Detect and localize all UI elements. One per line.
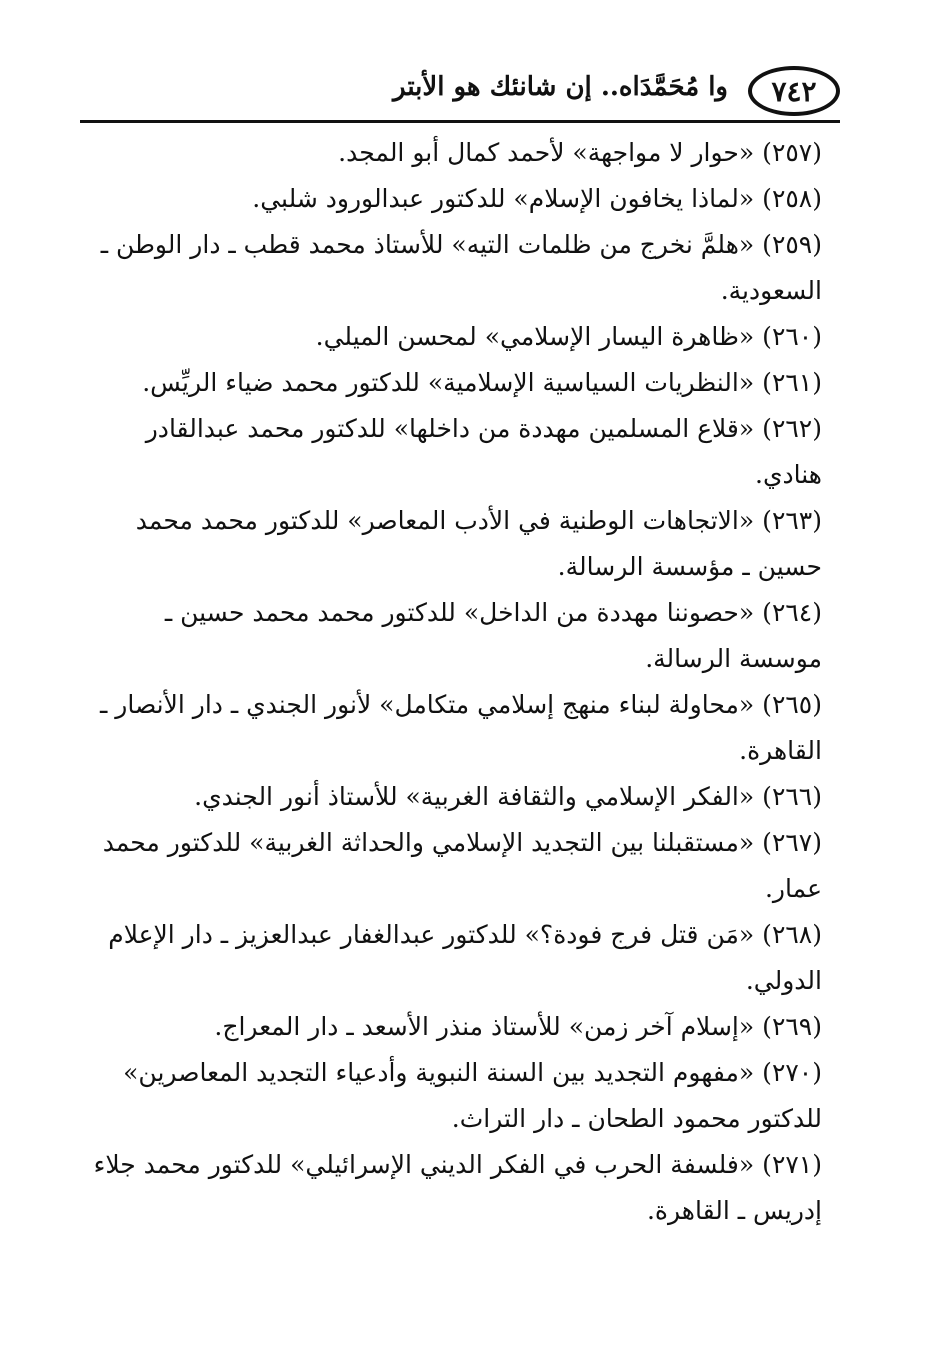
bibliography-entry	[82, 222, 822, 314]
bibliography-entry	[82, 912, 822, 1004]
header-rule	[80, 120, 840, 123]
entry-text: «لماذا يخافون الإسلام» للدكتور عبدالورود شلبي.	[252, 184, 755, 213]
entry-number: (٢٥٧)	[762, 138, 822, 167]
bibliography-entry	[82, 406, 822, 498]
bibliography-entry	[82, 360, 822, 406]
bibliography-entry	[82, 176, 822, 222]
entry-text: «حوار لا مواجهة» لأحمد كمال أبو المجد.	[338, 138, 755, 167]
running-title: وا مُحَمَّدَاه.. إن شانئك هو الأبتر	[392, 72, 728, 102]
bibliography-entry	[82, 774, 822, 820]
entry-text: «ظاهرة اليسار الإسلامي» لمحسن الميلي.	[315, 322, 755, 351]
bibliography-entry	[82, 590, 822, 682]
bibliography-list	[82, 130, 822, 1234]
entry-text: «مفهوم التجديد بين السنة النبوية وأدعياء التجديد المعاصرين» للدكتور محمود الطحان ـ دار التراث.	[123, 1058, 822, 1133]
entry-number: (٢٦٤)	[762, 598, 822, 627]
entry-text: «الاتجاهات الوطنية في الأدب المعاصر» للدكتور محمد محمد حسين ـ مؤسسة الرسالة.	[135, 506, 822, 581]
bibliography-entry	[82, 498, 822, 590]
bibliography-entry	[82, 682, 822, 774]
page-header	[80, 64, 840, 124]
entry-number: (٢٦١)	[762, 368, 822, 397]
entry-text: «الفكر الإسلامي والثقافة الغربية» للأستاذ أنور الجندي.	[194, 782, 755, 811]
entry-text: «قلاع المسلمين مهددة من داخلها» للدكتور محمد عبدالقادر هنادي.	[145, 414, 822, 489]
bibliography-entry	[82, 1004, 822, 1050]
entry-text: «هلمَّ نخرج من ظلمات التيه» للأستاذ محمد قطب ـ دار الوطن ـ السعودية.	[100, 230, 822, 305]
bibliography-entry	[82, 1142, 822, 1234]
entry-number: (٢٦٠)	[762, 322, 822, 351]
entry-text: «حصوننا مهددة من الداخل» للدكتور محمد محمد حسين ـ موسسة الرسالة.	[164, 598, 822, 673]
entry-number: (٢٦٩)	[762, 1012, 822, 1041]
entry-number: (٢٦٦)	[762, 782, 822, 811]
entry-number: (٢٥٩)	[762, 230, 822, 259]
entry-number: (٢٦٣)	[762, 506, 822, 535]
entry-text: «مَن قتل فرج فودة؟» للدكتور عبدالغفار عبدالعزيز ـ دار الإعلام الدولي.	[108, 920, 822, 995]
entry-number: (٢٦٧)	[762, 828, 822, 857]
entry-number: (٢٥٨)	[762, 184, 822, 213]
entry-text: «مستقبلنا بين التجديد الإسلامي والحداثة الغربية» للدكتور محمد عمار.	[102, 828, 822, 903]
entry-number: (٢٧٠)	[762, 1058, 822, 1087]
bibliography-entry	[82, 1050, 822, 1142]
entry-number: (٢٦٨)	[762, 920, 822, 949]
entry-number: (٢٧١)	[762, 1150, 822, 1179]
entry-number: (٢٦٥)	[762, 690, 822, 719]
entry-text: «محاولة لبناء منهج إسلامي متكامل» لأنور الجندي ـ دار الأنصار ـ القاهرة.	[100, 690, 822, 765]
entry-text: «النظريات السياسية الإسلامية» للدكتور محمد ضياء الريِّس.	[142, 368, 755, 397]
entry-text: «إسلام آخر زمن» للأستاذ منذر الأسعد ـ دار المعراج.	[214, 1012, 755, 1041]
page-number: ٧٤٢	[748, 66, 840, 116]
bibliography-entry	[82, 820, 822, 912]
entry-number: (٢٦٢)	[762, 414, 822, 443]
entry-text: «فلسفة الحرب في الفكر الديني الإسرائيلي» للدكتور محمد جلاء إدريس ـ القاهرة.	[93, 1150, 822, 1225]
bibliography-entry	[82, 314, 822, 360]
bibliography-entry	[82, 130, 822, 176]
